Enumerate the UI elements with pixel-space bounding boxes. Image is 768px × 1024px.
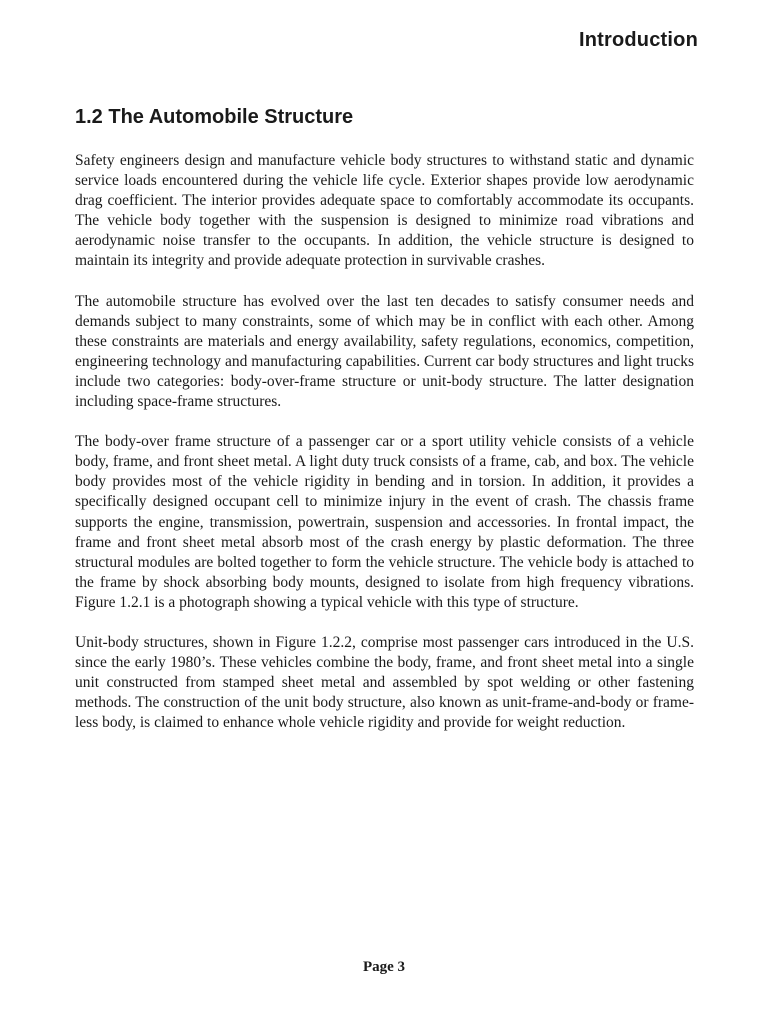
body-text bbox=[75, 151, 694, 753]
paragraph: Safety engineers design and manufacture vehicle body structures to withstand static and dynamic service loads encountered during the vehicle life cycle. Exterior shapes provide low aerodynamic drag coefficient. The interior provides adequate space to comfortably accommodate its occupants. The vehicle body together with the suspension is designed to minimize road vibrations and aerodynamic noise transfer to the occupants. In addition, the vehicle structure is designed to maintain its integrity and provide adequate protection in survivable crashes. bbox=[75, 152, 694, 270]
paragraph: Unit-body structures, shown in Figure 1.2.2, comprise most passenger cars introduced in the U.S. since the early 1980’s. These vehicles combine the body, frame, and front sheet metal into a single unit constructed from stamped sheet metal and assembled by spot welding or other fastening methods. The construction of the unit body structure, also known as unit-frame-and-body or frame-less body, is claimed to enhance whole vehicle rigidity and provide for weight reduction. bbox=[75, 633, 694, 732]
paragraph: The automobile structure has evolved over the last ten decades to satisfy consumer needs and demands subject to many constraints, some of which may be in conflict with each other. Among these constraints are materials and energy availability, safety regulations, economics, competition, engineering technology and manufacturing capabilities. Current car body structures and light trucks include two categories: body-over-frame structure or unit-body structure. The latter designation including space-frame structures. bbox=[75, 292, 694, 411]
paragraph: The body-over frame structure of a passenger car or a sport utility vehicle consists of a vehicle body, frame, and front sheet metal. A light duty truck consists of a frame, cab, and box. The vehicle body provides most of the vehicle rigidity in bending and in torsion. In addition, it provides a specifically designed occupant cell to minimize injury in the event of crash. The chassis frame supports the engine, transmission, powertrain, suspension and accessories. In frontal impact, the frame and front sheet metal absorb most of the crash energy by plastic deformation. The three structural modules are bolted together to form the vehicle structure. The vehicle body is attached to the frame by shock absorbing body mounts, designed to isolate from high frequency vibrations. Figure 1.2.1 is a photograph showing a typical vehicle with this type of structure. bbox=[75, 433, 694, 611]
section-title: 1.2 The Automobile Structure bbox=[75, 106, 354, 128]
running-header: Introduction bbox=[578, 29, 698, 51]
page-number: Page 3 bbox=[362, 959, 406, 975]
